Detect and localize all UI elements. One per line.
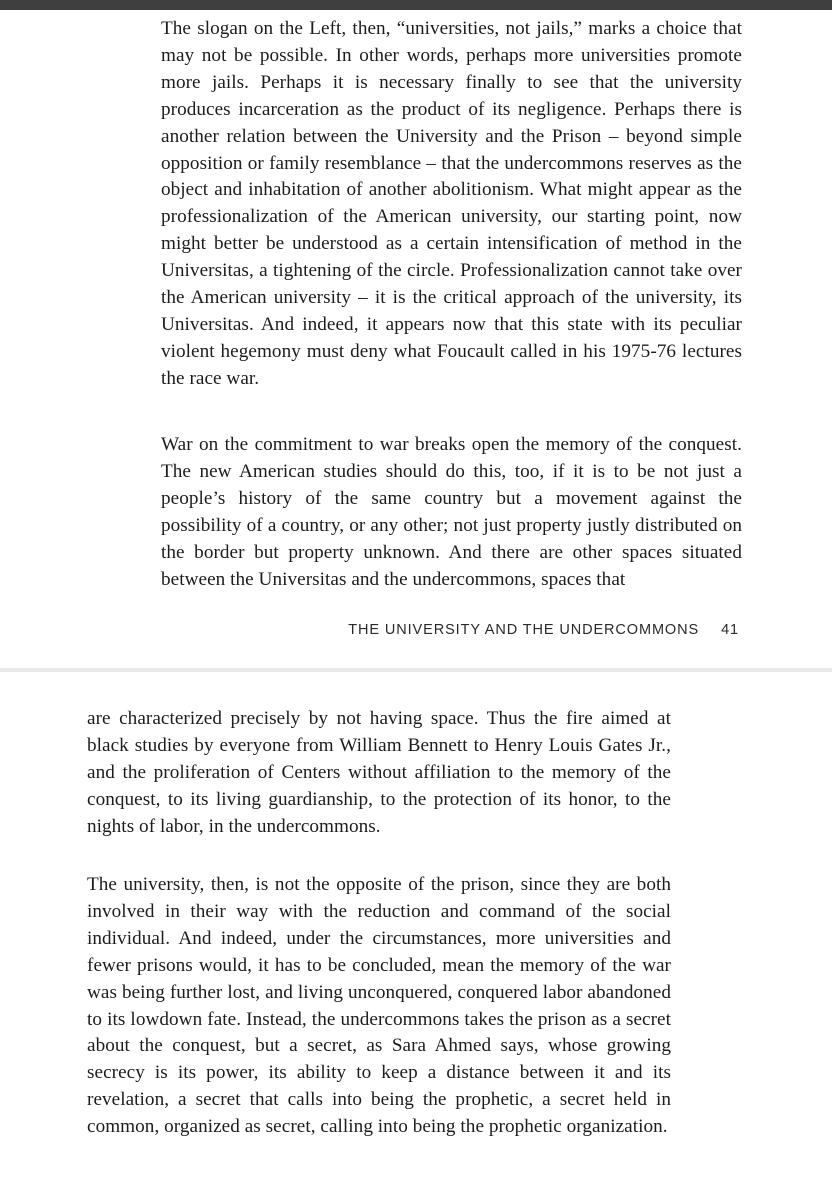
upper-page: [0, 10, 832, 668]
paragraph-war-on-war: War on the commitment to war breaks open the memory of the conquest. The new American studies should do this, too, if it is to be not just a people’s history of the same country but a movement against the possibility of a country, or any other; not just property justly distributed on the border but property unknown. And there are other spaces situated between the Universitas and the undercommons, spaces that: [161, 434, 742, 590]
running-footer: [161, 622, 739, 638]
page-number: 41: [721, 622, 739, 638]
lower-page: [0, 672, 832, 1200]
top-bar: [0, 0, 832, 10]
paragraph-black-studies: are characterized precisely by not having space. Thus the fire aimed at black studies by everyone from William Bennett to Henry Louis Gates Jr., and the proliferation of Centers without affiliation to the memory of the conquest, to its living guardianship, to the protection of its honor, to the nights of labor, in the undercommons.: [87, 708, 671, 837]
running-head: THE UNIVERSITY AND THE UNDERCOMMONS: [348, 622, 700, 638]
paragraph-university-not-opposite: The university, then, is not the opposite of the prison, since they are both involved in their way with the reduction and command of the social individual. And indeed, under the circumstances, more universities and fewer prisons would, it has to be concluded, mean the memory of the war was being further lost, and living unconquered, conquered labor abandoned to its lowdown fate. Instead, the undercommons takes the prison as a secret about the conquest, but a secret, as Sara Ahmed says, whose growing secrecy is its power, its ability to keep a distance between it and its revelation, a secret that calls into being the prophetic, a secret held in common, organized as secret, calling into being the prophetic organization.: [87, 874, 671, 1138]
paragraph-universities-not-jails: The slogan on the Left, then, “universities, not jails,” marks a choice that may not be possible. In other words, perhaps more universities promote more jails. Perhaps it is necessary finally to see that the university produces incarceration as the product of its negligence. Perhaps there is another relation between the University and the Prison – beyond simple opposition or family resemblance – that the undercommons reserves as the object and inhabitation of another abolitionism. What might appear as the professionalization of the American university, our starting point, now might better be understood as a certain intensification of method in the Universitas, a tightening of the circle. Professionalization cannot take over the American university – it is the critical approach of the university, its Universitas. And indeed, it appears now that this state with its peculiar violent hegemony must deny what Foucault called in his 1975-76 lectures the race war.: [161, 18, 742, 389]
